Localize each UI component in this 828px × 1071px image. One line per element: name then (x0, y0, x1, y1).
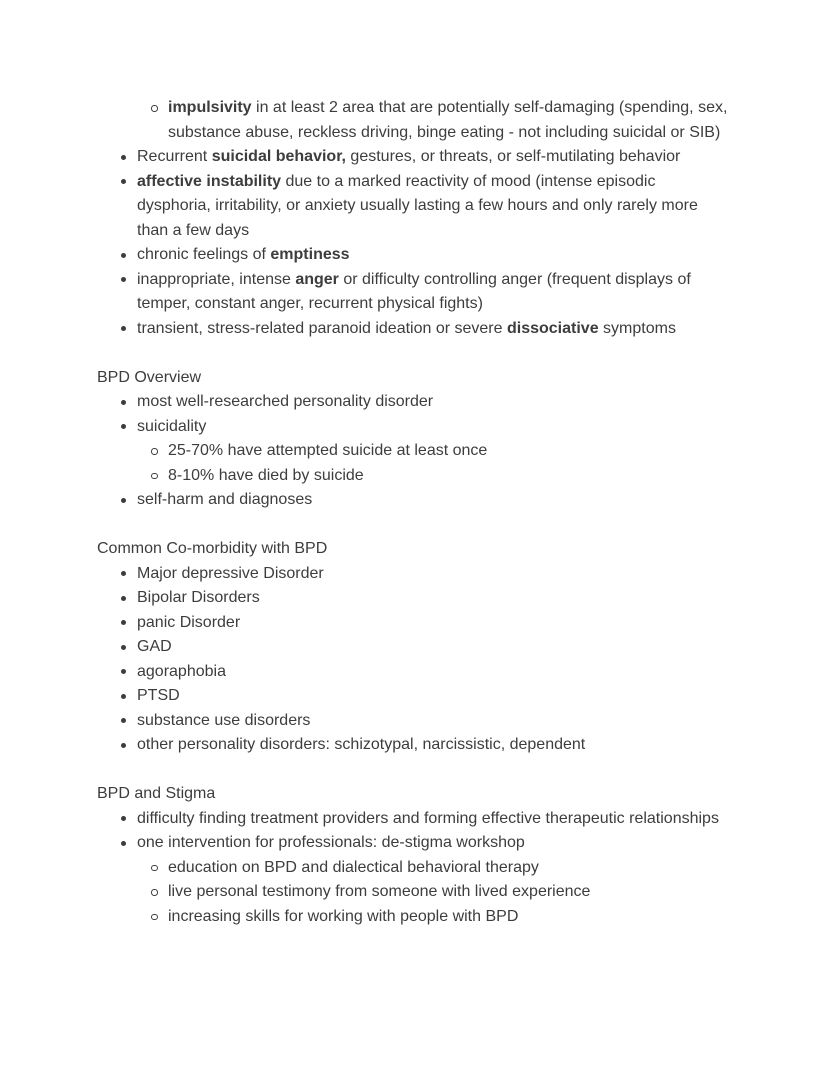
list-item-text (137, 831, 731, 856)
bullet-icon (120, 807, 137, 832)
list-item-text (137, 660, 731, 685)
list-item (97, 709, 731, 734)
bullet-icon (120, 390, 137, 415)
text-segment: or difficulty controlling anger (frequent displays of temper, constant anger, recurrent physical fights) (137, 270, 691, 312)
list-item-text (168, 439, 731, 464)
text-segment: GAD (137, 638, 172, 655)
list-item-text (168, 856, 731, 881)
list-item-text (137, 562, 731, 587)
list-item (97, 831, 731, 856)
text-segment: substance use disorders (137, 711, 311, 729)
text-segment: 25-70% have attempted suicide at least once (168, 442, 488, 459)
circle-bullet-icon (151, 856, 168, 881)
bullet-icon (120, 684, 137, 709)
bold-text-segment: suicidal behavior, (211, 148, 346, 165)
bullet-icon (120, 488, 137, 513)
text-segment: Major depressive Disorder (137, 564, 324, 582)
list-item (97, 660, 731, 685)
list-item (97, 390, 731, 415)
section-heading: BPD Overview (97, 368, 202, 386)
list-item-text (137, 807, 731, 832)
text-segment: symptoms (598, 319, 676, 337)
circle-bullet-icon (151, 464, 168, 489)
text-segment: inappropriate, intense (137, 270, 296, 288)
circle-bullet-icon (151, 880, 168, 905)
bullet-icon (120, 268, 137, 317)
text-segment: PTSD (137, 687, 180, 704)
list-item-text (137, 488, 731, 513)
text-segment: increasing skills for working with people with BPD (168, 907, 519, 925)
list-item (97, 856, 731, 881)
list-item-text (168, 464, 731, 489)
list-item-text (137, 733, 731, 758)
list-item (97, 317, 731, 342)
document-section (97, 96, 731, 341)
list-item (97, 415, 731, 440)
text-segment: chronic feelings of (137, 246, 271, 263)
list-item-text (168, 880, 731, 905)
text-segment: difficulty finding treatment providers and forming effective therapeutic relationships (137, 809, 719, 827)
list-item-text (137, 611, 731, 636)
text-segment: one intervention for professionals: de-stigma workshop (137, 834, 525, 851)
list-item (97, 243, 731, 268)
bullet-icon (120, 586, 137, 611)
list-item-text (137, 317, 731, 342)
bullet-icon (120, 611, 137, 636)
list-item (97, 170, 731, 244)
circle-bullet-icon (151, 96, 168, 145)
list-item-text (137, 635, 731, 660)
list-item (97, 611, 731, 636)
list-item (97, 145, 731, 170)
list-item-text (168, 905, 731, 930)
section-heading: Common Co-morbidity with BPD (97, 540, 328, 557)
bullet-icon (120, 170, 137, 244)
list-item-text (137, 268, 731, 317)
list-item-text (137, 684, 731, 709)
list-item (97, 684, 731, 709)
list-item (97, 733, 731, 758)
list-item-text (137, 170, 731, 244)
text-segment: due to a marked reactivity of mood (intense episodic dysphoria, irritability, or anxiety usually lasting a few hours and only rarely more than a few days (137, 172, 698, 239)
list-item (97, 586, 731, 611)
list-item (97, 464, 731, 489)
bold-text-segment: dissociative (506, 319, 599, 337)
list-item (97, 268, 731, 317)
bold-text-segment: impulsivity (168, 99, 252, 116)
text-segment: gestures, or threats, or self-mutilating behavior (345, 148, 681, 165)
list-item-text (137, 145, 731, 170)
bullet-icon (120, 562, 137, 587)
list-item (97, 562, 731, 587)
list-item-text (137, 243, 731, 268)
list-item (97, 488, 731, 513)
bullet-icon (120, 709, 137, 734)
list-item-text (137, 415, 731, 440)
list-item-text (137, 709, 731, 734)
document-section (97, 366, 731, 513)
text-segment: education on BPD and dialectical behavioral therapy (168, 858, 539, 876)
text-segment: suicidality (137, 417, 207, 435)
section-heading: BPD and Stigma (97, 785, 216, 802)
text-segment: transient, stress-related paranoid ideation or severe (137, 319, 507, 337)
list-item (97, 905, 731, 930)
list-item (97, 635, 731, 660)
text-segment: live personal testimony from someone with lived experience (168, 883, 591, 900)
list-item (97, 439, 731, 464)
text-segment: 8-10% have died by suicide (168, 466, 364, 484)
circle-bullet-icon (151, 439, 168, 464)
text-segment: self-harm and diagnoses (137, 491, 313, 508)
bullet-icon (120, 415, 137, 440)
text-segment: panic Disorder (137, 613, 241, 631)
bullet-icon (120, 733, 137, 758)
document-body (97, 96, 731, 929)
document-section (97, 537, 731, 758)
list-item (97, 880, 731, 905)
list-item-text (168, 96, 731, 145)
bullet-icon (120, 317, 137, 342)
list-item (97, 96, 731, 145)
bullet-icon (120, 635, 137, 660)
bullet-icon (120, 145, 137, 170)
bold-text-segment: emptiness (270, 246, 350, 263)
list-item (97, 807, 731, 832)
list-item-text (137, 390, 731, 415)
circle-bullet-icon (151, 905, 168, 930)
text-segment: most well-researched personality disorder (137, 393, 434, 410)
text-segment: Recurrent (137, 148, 212, 165)
bold-text-segment: affective instability (137, 172, 282, 190)
bullet-icon (120, 660, 137, 685)
bold-text-segment: anger (295, 270, 339, 288)
text-segment: agoraphobia (137, 662, 226, 680)
text-segment: other personality disorders: schizotypal, narcissistic, dependent (137, 736, 586, 753)
text-segment: Bipolar Disorders (137, 589, 260, 606)
bullet-icon (120, 243, 137, 268)
text-segment: in at least 2 area that are potentially self-damaging (spending, sex, substance abuse, reckless driving, binge eating - not including suicidal or SIB) (168, 99, 728, 141)
document-section (97, 782, 731, 929)
list-item-text (137, 586, 731, 611)
bullet-icon (120, 831, 137, 856)
